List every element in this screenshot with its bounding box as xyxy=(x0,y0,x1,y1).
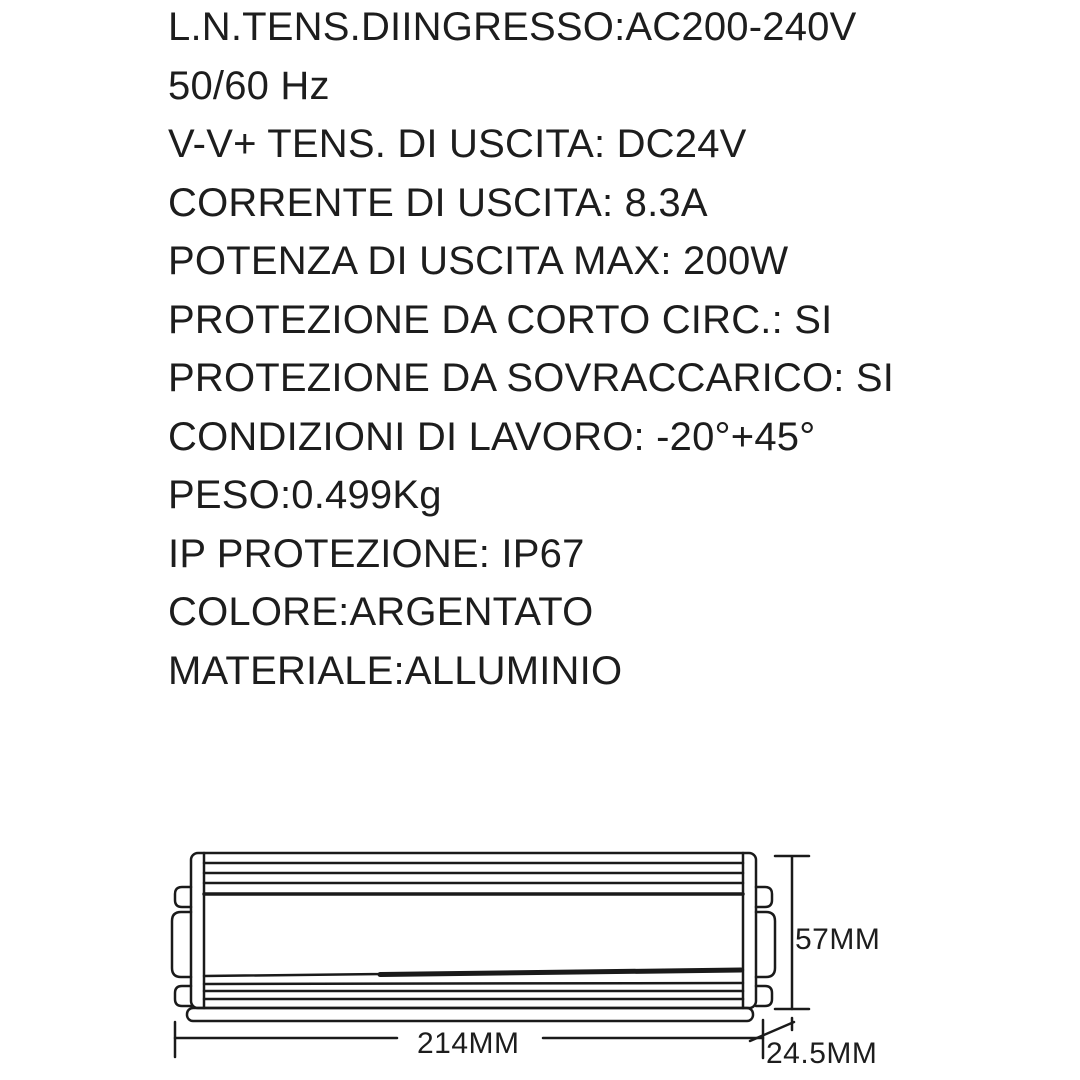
dimension-depth-label: 24.5MM xyxy=(766,1037,878,1070)
spec-line-output-voltage: V-V+ TENS. DI USCITA: DC24V xyxy=(168,122,747,166)
spec-line-output-current: CORRENTE DI USCITA: 8.3A xyxy=(168,180,708,225)
dimension-width-label: 214MM xyxy=(417,1027,520,1060)
spec-line-max-power: POTENZA DI USCITA MAX: 200W xyxy=(168,239,789,283)
tab-right-bottom xyxy=(756,986,772,1006)
tab-right-middle xyxy=(756,912,775,977)
tab-left-middle xyxy=(172,912,191,977)
heatsink-fins-bottom xyxy=(204,970,743,999)
mounting-tabs-left xyxy=(172,887,191,1006)
spec-line-working-temp: CONDIZIONI DI LAVORO: -20°+45° xyxy=(168,414,816,459)
spec-line-overload: PROTEZIONE DA SOVRACCARICO: SI xyxy=(168,356,895,400)
spec-line-short-circuit: PROTEZIONE DA CORTO CIRC.: SI xyxy=(168,297,833,342)
tab-left-top xyxy=(175,887,191,907)
spec-line-material: MATERIALE:ALLUMINIO xyxy=(168,648,623,693)
heatsink-fins-top xyxy=(204,863,743,894)
spec-line-ip-rating: IP PROTEZIONE: IP67 xyxy=(168,531,585,576)
tab-left-bottom xyxy=(175,986,191,1006)
spec-line-color: COLORE:ARGENTATO xyxy=(168,590,594,634)
mounting-tabs-right xyxy=(756,887,775,1006)
dimension-height-label: 57MM xyxy=(795,923,881,956)
spec-line-input-voltage: L.N.TENS.DIINGRESSO:AC200-240V xyxy=(168,5,857,49)
spec-line-frequency: 50/60 Hz xyxy=(168,63,330,108)
tab-right-top xyxy=(756,887,772,907)
spec-line-weight: PESO:0.499Kg xyxy=(168,473,442,517)
base-plate xyxy=(187,1008,753,1021)
